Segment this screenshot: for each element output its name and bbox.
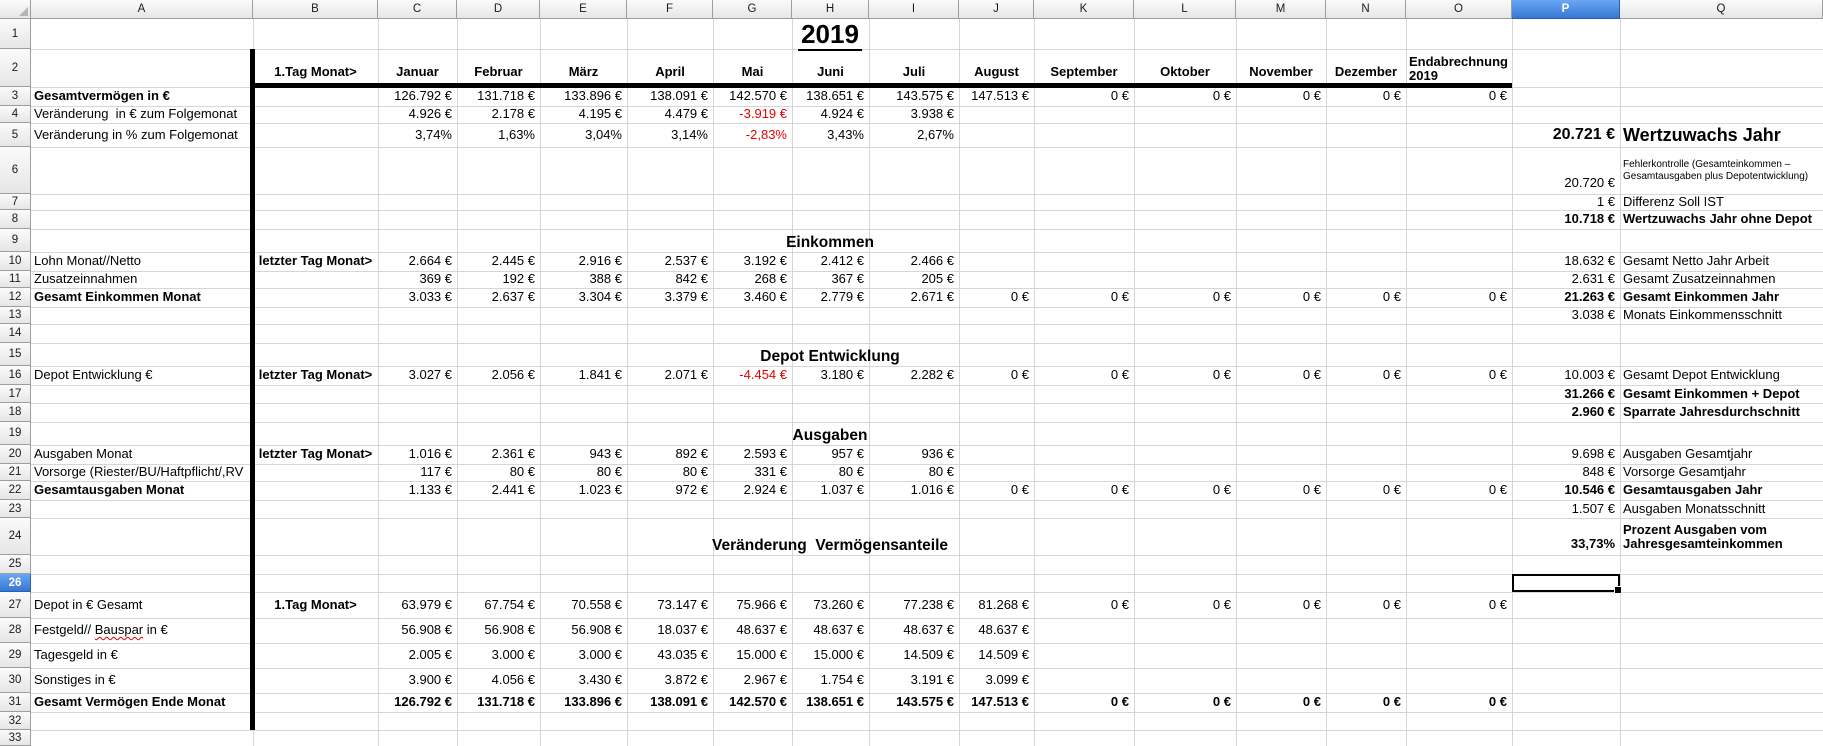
- cell-Q16[interactable]: Gesamt Depot Entwicklung: [1623, 367, 1780, 383]
- column-header-G[interactable]: G: [713, 0, 792, 19]
- cell-N2[interactable]: Dezember: [1334, 64, 1398, 80]
- cell-A29[interactable]: Tagesgeld in €: [34, 647, 118, 663]
- select-all-corner[interactable]: [0, 0, 31, 19]
- cell-O27[interactable]: 0 €: [1488, 596, 1507, 612]
- cell-H4[interactable]: 4.924 €: [820, 106, 864, 122]
- cell-M27[interactable]: 0 €: [1302, 596, 1321, 612]
- row-header-33[interactable]: 33: [0, 730, 31, 746]
- row-header-27[interactable]: 27: [0, 592, 31, 618]
- cell-A11[interactable]: Zusatzeinnahmen: [34, 271, 138, 287]
- cell-H3[interactable]: 138.651 €: [806, 88, 864, 104]
- cell-F20[interactable]: 892 €: [675, 446, 708, 462]
- cell-A20[interactable]: Ausgaben Monat: [34, 446, 133, 462]
- cell-A3[interactable]: Gesamtvermögen in €: [34, 88, 170, 104]
- cell-C22[interactable]: 1.133 €: [408, 482, 452, 498]
- cell-H10[interactable]: 2.412 €: [820, 253, 864, 269]
- column-header-H[interactable]: H: [792, 0, 869, 19]
- cell-D31[interactable]: 131.718 €: [477, 694, 535, 710]
- cell-A12[interactable]: Gesamt Einkommen Monat: [34, 289, 201, 305]
- cell-F31[interactable]: 138.091 €: [650, 694, 708, 710]
- cell-K31[interactable]: 0 €: [1110, 694, 1129, 710]
- cell-E21[interactable]: 80 €: [596, 464, 622, 480]
- cell-E20[interactable]: 943 €: [589, 446, 622, 462]
- cell-D27[interactable]: 67.754 €: [484, 596, 535, 612]
- cell-P16[interactable]: 10.003 €: [1564, 367, 1615, 383]
- cell-H28[interactable]: 48.637 €: [813, 622, 864, 638]
- cell-G30[interactable]: 2.967 €: [743, 672, 787, 688]
- cell-J31[interactable]: 147.513 €: [971, 694, 1029, 710]
- row-header-12[interactable]: 12: [0, 288, 31, 307]
- cell-F22[interactable]: 972 €: [675, 482, 708, 498]
- cell-Q20[interactable]: Ausgaben Gesamtjahr: [1623, 446, 1753, 462]
- row-header-20[interactable]: 20: [0, 445, 31, 464]
- cell-O3[interactable]: 0 €: [1488, 88, 1507, 104]
- cell-G2[interactable]: Mai: [741, 64, 764, 80]
- cell-P6[interactable]: 20.720 €: [1564, 175, 1615, 191]
- cell-C16[interactable]: 3.027 €: [408, 367, 452, 383]
- cell-D30[interactable]: 4.056 €: [491, 672, 535, 688]
- cell-G29[interactable]: 15.000 €: [736, 647, 787, 663]
- row-header-5[interactable]: 5: [0, 123, 31, 147]
- cell-C3[interactable]: 126.792 €: [394, 88, 452, 104]
- cell-E2[interactable]: März: [568, 64, 599, 80]
- cell-H20[interactable]: 957 €: [831, 446, 864, 462]
- cell-D22[interactable]: 2.441 €: [491, 482, 535, 498]
- cell-F11[interactable]: 842 €: [675, 271, 708, 287]
- cell-D4[interactable]: 2.178 €: [491, 106, 535, 122]
- column-header-L[interactable]: L: [1134, 0, 1236, 19]
- cell-D2[interactable]: Februar: [474, 64, 523, 80]
- cell-C5[interactable]: 3,74%: [415, 126, 452, 142]
- year-title: 2019: [798, 19, 862, 51]
- cell-B27[interactable]: 1.Tag Monat>: [274, 596, 357, 612]
- cell-G5[interactable]: -2,83%: [745, 126, 787, 142]
- cell-P18[interactable]: 2.960 €: [1571, 404, 1615, 420]
- cell-D16[interactable]: 2.056 €: [491, 367, 535, 383]
- cell-N3[interactable]: 0 €: [1382, 88, 1401, 104]
- cell-P22[interactable]: 10.546 €: [1564, 482, 1615, 498]
- cell-H2[interactable]: Juni: [817, 64, 844, 80]
- cell-F5[interactable]: 3,14%: [671, 126, 708, 142]
- column-header-O[interactable]: O: [1406, 0, 1512, 19]
- row-header-21[interactable]: 21: [0, 464, 31, 481]
- cell-G4[interactable]: -3.919 €: [739, 106, 787, 122]
- cell-I22[interactable]: 1.016 €: [910, 482, 954, 498]
- column-header-F[interactable]: F: [627, 0, 713, 19]
- cell-P7[interactable]: 1 €: [1596, 193, 1615, 209]
- row-header-17[interactable]: 17: [0, 385, 31, 403]
- column-header-I[interactable]: I: [869, 0, 959, 19]
- cell-H11[interactable]: 367 €: [831, 271, 864, 287]
- cell-K27[interactable]: 0 €: [1110, 596, 1129, 612]
- row-header-18[interactable]: 18: [0, 403, 31, 422]
- cell-A27[interactable]: Depot in € Gesamt: [34, 596, 143, 612]
- cell-C31[interactable]: 126.792 €: [394, 694, 452, 710]
- cell-cursor[interactable]: [1512, 574, 1620, 592]
- cell-L16[interactable]: 0 €: [1212, 367, 1231, 383]
- row-header-8[interactable]: 8: [0, 210, 31, 229]
- cell-N16[interactable]: 0 €: [1382, 367, 1401, 383]
- cell-L2[interactable]: Oktober: [1160, 64, 1210, 80]
- row-header-16[interactable]: 16: [0, 366, 31, 385]
- cell-E31[interactable]: 133.896 €: [564, 694, 622, 710]
- cell-F29[interactable]: 43.035 €: [657, 647, 708, 663]
- section-title-veraenderung-vermoegensanteile: Veränderung Vermögensanteile: [711, 537, 949, 554]
- cell-N31[interactable]: 0 €: [1382, 694, 1401, 710]
- cell-E5[interactable]: 3,04%: [585, 126, 622, 142]
- cell-E28[interactable]: 56.908 €: [571, 622, 622, 638]
- cell-L27[interactable]: 0 €: [1212, 596, 1231, 612]
- cell-O12[interactable]: 0 €: [1488, 289, 1507, 305]
- row-header-30[interactable]: 30: [0, 668, 31, 693]
- cell-I16[interactable]: 2.282 €: [910, 367, 954, 383]
- cell-H21[interactable]: 80 €: [838, 464, 864, 480]
- cell-K3[interactable]: 0 €: [1110, 88, 1129, 104]
- cell-J22[interactable]: 0 €: [1010, 482, 1029, 498]
- cell-P5[interactable]: 20.721 €: [1552, 126, 1615, 144]
- cell-Q6[interactable]: Fehlerkontrolle (Gesamteinkommen – Gesamtausgaben plus Depotentwicklung): [1623, 158, 1809, 182]
- cell-G10[interactable]: 3.192 €: [743, 253, 787, 269]
- section-title-einkommen: Einkommen: [786, 234, 874, 251]
- column-header-E[interactable]: E: [540, 0, 627, 19]
- cell-D10[interactable]: 2.445 €: [491, 253, 535, 269]
- cell-D12[interactable]: 2.637 €: [491, 289, 535, 305]
- cell-J28[interactable]: 48.637 €: [978, 622, 1029, 638]
- cell-A28[interactable]: Festgeld// Bauspar in €: [34, 622, 168, 638]
- cell-I31[interactable]: 143.575 €: [896, 694, 954, 710]
- cell-I3[interactable]: 143.575 €: [896, 88, 954, 104]
- cell-G3[interactable]: 142.570 €: [729, 88, 787, 104]
- column-header-B[interactable]: B: [253, 0, 378, 19]
- row-header-25[interactable]: 25: [0, 555, 31, 574]
- cell-H16[interactable]: 3.180 €: [820, 367, 864, 383]
- row-header-23[interactable]: 23: [0, 500, 31, 518]
- cell-C27[interactable]: 63.979 €: [401, 596, 452, 612]
- column-header-A[interactable]: A: [31, 0, 253, 19]
- cell-H29[interactable]: 15.000 €: [813, 647, 864, 663]
- cell-P11[interactable]: 2.631 €: [1571, 271, 1615, 287]
- cell-F16[interactable]: 2.071 €: [664, 367, 708, 383]
- cell-P13[interactable]: 3.038 €: [1571, 307, 1615, 323]
- cell-Q22[interactable]: Gesamtausgaben Jahr: [1623, 482, 1763, 498]
- row-header-15[interactable]: 15: [0, 343, 31, 366]
- cell-K16[interactable]: 0 €: [1110, 367, 1129, 383]
- cell-A5[interactable]: Veränderung in % zum Folgemonat: [34, 126, 238, 142]
- cell-H22[interactable]: 1.037 €: [820, 482, 864, 498]
- cell-O16[interactable]: 0 €: [1488, 367, 1507, 383]
- cell-E30[interactable]: 3.430 €: [578, 672, 622, 688]
- cell-Q21[interactable]: Vorsorge Gesamtjahr: [1623, 464, 1746, 480]
- cell-H27[interactable]: 73.260 €: [813, 596, 864, 612]
- cell-Q17[interactable]: Gesamt Einkommen + Depot: [1623, 385, 1800, 401]
- cell-C29[interactable]: 2.005 €: [408, 647, 452, 663]
- cell-M12[interactable]: 0 €: [1302, 289, 1321, 305]
- row-header-13[interactable]: 13: [0, 307, 31, 324]
- cell-I12[interactable]: 2.671 €: [910, 289, 954, 305]
- cell-G11[interactable]: 268 €: [754, 271, 787, 287]
- cell-N27[interactable]: 0 €: [1382, 596, 1401, 612]
- cell-G27[interactable]: 75.966 €: [736, 596, 787, 612]
- cell-L22[interactable]: 0 €: [1212, 482, 1231, 498]
- cell-F30[interactable]: 3.872 €: [664, 672, 708, 688]
- cell-I30[interactable]: 3.191 €: [910, 672, 954, 688]
- row-header-14[interactable]: 14: [0, 324, 31, 343]
- cell-I11[interactable]: 205 €: [921, 271, 954, 287]
- cell-D29[interactable]: 3.000 €: [491, 647, 535, 663]
- cell-E11[interactable]: 388 €: [589, 271, 622, 287]
- grid-line: [31, 343, 1823, 344]
- cell-E4[interactable]: 4.195 €: [578, 106, 622, 122]
- cell-C12[interactable]: 3.033 €: [408, 289, 452, 305]
- cell-A21[interactable]: Vorsorge (Riester/BU/Haftpflicht/,RV: [34, 464, 244, 480]
- cell-C11[interactable]: 369 €: [419, 271, 452, 287]
- cell-B20[interactable]: letzter Tag Monat>: [258, 446, 373, 462]
- cell-M16[interactable]: 0 €: [1302, 367, 1321, 383]
- cell-E12[interactable]: 3.304 €: [578, 289, 622, 305]
- column-header-C[interactable]: C: [378, 0, 457, 19]
- cell-I2[interactable]: Juli: [902, 64, 926, 80]
- cell-J3[interactable]: 147.513 €: [971, 88, 1029, 104]
- cell-P24[interactable]: 33,73%: [1570, 536, 1615, 552]
- cell-F28[interactable]: 18.037 €: [657, 622, 708, 638]
- row-header-10[interactable]: 10: [0, 252, 31, 271]
- cell-Q18[interactable]: Sparrate Jahresdurchschnitt: [1623, 404, 1801, 420]
- cell-B2[interactable]: 1.Tag Monat>: [274, 64, 357, 80]
- cell-F3[interactable]: 138.091 €: [650, 88, 708, 104]
- row-header-6[interactable]: 6: [0, 147, 31, 194]
- cell-C4[interactable]: 4.926 €: [408, 106, 452, 122]
- cell-I28[interactable]: 48.637 €: [903, 622, 954, 638]
- cell-E27[interactable]: 70.558 €: [571, 596, 622, 612]
- cell-D21[interactable]: 80 €: [509, 464, 535, 480]
- cell-Q12[interactable]: Gesamt Einkommen Jahr: [1623, 289, 1780, 305]
- cell-D28[interactable]: 56.908 €: [484, 622, 535, 638]
- grid-line: [31, 324, 1823, 325]
- cell-Q8[interactable]: Wertzuwachs Jahr ohne Depot: [1623, 211, 1813, 227]
- cell-Q11[interactable]: Gesamt Zusatzeinnahmen: [1623, 271, 1776, 287]
- cell-D5[interactable]: 1,63%: [498, 126, 535, 142]
- cell-I5[interactable]: 2,67%: [917, 126, 954, 142]
- cell-G20[interactable]: 2.593 €: [743, 446, 787, 462]
- thick-border-vertical: [250, 49, 255, 730]
- row-header-3[interactable]: 3: [0, 87, 31, 106]
- cell-G16[interactable]: -4.454 €: [739, 367, 787, 383]
- cell-A10[interactable]: Lohn Monat//Netto: [34, 253, 141, 269]
- cell-O2[interactable]: Endabrechnung 2019: [1409, 53, 1508, 84]
- cell-J16[interactable]: 0 €: [1010, 367, 1029, 383]
- cell-F27[interactable]: 73.147 €: [657, 596, 708, 612]
- cell-Q23[interactable]: Ausgaben Monatsschnitt: [1623, 500, 1766, 516]
- cell-H31[interactable]: 138.651 €: [806, 694, 864, 710]
- grid-line: [31, 712, 1823, 713]
- cell-A30[interactable]: Sonstiges in €: [34, 672, 116, 688]
- column-header-K[interactable]: K: [1034, 0, 1134, 19]
- cell-I10[interactable]: 2.466 €: [910, 253, 954, 269]
- cell-J29[interactable]: 14.509 €: [978, 647, 1029, 663]
- cell-Q5[interactable]: Wertzuwachs Jahr: [1623, 124, 1781, 145]
- cell-E29[interactable]: 3.000 €: [578, 647, 622, 663]
- cell-Q7[interactable]: Differenz Soll IST: [1623, 193, 1724, 209]
- cell-K2[interactable]: September: [1050, 64, 1118, 80]
- cell-N12[interactable]: 0 €: [1382, 289, 1401, 305]
- cell-Q24[interactable]: Prozent Ausgaben vom Jahresgesamteinkommen: [1623, 521, 1783, 552]
- cell-F10[interactable]: 2.537 €: [664, 253, 708, 269]
- section-title-ausgaben: Ausgaben: [792, 427, 868, 444]
- cell-H30[interactable]: 1.754 €: [820, 672, 864, 688]
- cell-M3[interactable]: 0 €: [1302, 88, 1321, 104]
- cell-E10[interactable]: 2.916 €: [578, 253, 622, 269]
- cell-P17[interactable]: 31.266 €: [1564, 385, 1615, 401]
- cell-P8[interactable]: 10.718 €: [1564, 211, 1615, 227]
- cell-J12[interactable]: 0 €: [1010, 289, 1029, 305]
- cell-H12[interactable]: 2.779 €: [820, 289, 864, 305]
- grid-line: [31, 229, 1823, 230]
- row-header-11[interactable]: 11: [0, 271, 31, 288]
- cell-P10[interactable]: 18.632 €: [1564, 253, 1615, 269]
- cell-J27[interactable]: 81.268 €: [978, 596, 1029, 612]
- cell-B16[interactable]: letzter Tag Monat>: [258, 367, 373, 383]
- column-header-P[interactable]: P: [1512, 0, 1620, 19]
- row-header-24[interactable]: 24: [0, 518, 31, 555]
- row-header-28[interactable]: 28: [0, 618, 31, 643]
- cell-J30[interactable]: 3.099 €: [985, 672, 1029, 688]
- row-header-1[interactable]: 1: [0, 19, 31, 49]
- row-header-4[interactable]: 4: [0, 106, 31, 123]
- cell-L31[interactable]: 0 €: [1212, 694, 1231, 710]
- thick-border-header: [250, 83, 1512, 88]
- cell-P21[interactable]: 848 €: [1582, 464, 1615, 480]
- cell-E16[interactable]: 1.841 €: [578, 367, 622, 383]
- cell-O22[interactable]: 0 €: [1488, 482, 1507, 498]
- cell-P20[interactable]: 9.698 €: [1571, 446, 1615, 462]
- cell-I4[interactable]: 3.938 €: [910, 106, 954, 122]
- cell-Q10[interactable]: Gesamt Netto Jahr Arbeit: [1623, 253, 1769, 269]
- cell-D20[interactable]: 2.361 €: [491, 446, 535, 462]
- cell-B10[interactable]: letzter Tag Monat>: [258, 253, 373, 269]
- cell-K12[interactable]: 0 €: [1110, 289, 1129, 305]
- grid-line: [31, 422, 1823, 423]
- spellcheck-underline: Bauspar: [94, 622, 144, 638]
- row-header-31[interactable]: 31: [0, 693, 31, 712]
- cell-P12[interactable]: 21.263 €: [1564, 289, 1615, 305]
- cell-C20[interactable]: 1.016 €: [408, 446, 452, 462]
- cell-F12[interactable]: 3.379 €: [664, 289, 708, 305]
- cell-M31[interactable]: 0 €: [1302, 694, 1321, 710]
- cell-C2[interactable]: Januar: [396, 64, 439, 80]
- column-header-M[interactable]: M: [1236, 0, 1326, 19]
- cell-A4[interactable]: Veränderung in € zum Folgemonat: [34, 106, 238, 122]
- column-header-N[interactable]: N: [1326, 0, 1406, 19]
- cell-A16[interactable]: Depot Entwicklung €: [34, 367, 153, 383]
- cell-I29[interactable]: 14.509 €: [903, 647, 954, 663]
- cell-G31[interactable]: 142.570 €: [729, 694, 787, 710]
- cell-E22[interactable]: 1.023 €: [578, 482, 622, 498]
- cell-N22[interactable]: 0 €: [1382, 482, 1401, 498]
- row-header-22[interactable]: 22: [0, 481, 31, 500]
- cell-C10[interactable]: 2.664 €: [408, 253, 452, 269]
- cell-C30[interactable]: 3.900 €: [408, 672, 452, 688]
- section-title-depot-entwicklung: Depot Entwicklung: [760, 348, 900, 365]
- cell-I20[interactable]: 936 €: [921, 446, 954, 462]
- row-header-2[interactable]: 2: [0, 49, 31, 87]
- cell-L12[interactable]: 0 €: [1212, 289, 1231, 305]
- row-header-26[interactable]: 26: [0, 574, 31, 592]
- cell-G22[interactable]: 2.924 €: [743, 482, 787, 498]
- cell-C28[interactable]: 56.908 €: [401, 622, 452, 638]
- cell-M22[interactable]: 0 €: [1302, 482, 1321, 498]
- cell-I21[interactable]: 80 €: [928, 464, 954, 480]
- cell-F21[interactable]: 80 €: [682, 464, 708, 480]
- cell-G12[interactable]: 3.460 €: [743, 289, 787, 305]
- cell-I27[interactable]: 77.238 €: [903, 596, 954, 612]
- cell-L3[interactable]: 0 €: [1212, 88, 1231, 104]
- row-header-32[interactable]: 32: [0, 712, 31, 730]
- column-header-Q[interactable]: Q: [1620, 0, 1823, 19]
- cell-O31[interactable]: 0 €: [1488, 694, 1507, 710]
- row-header-9[interactable]: 9: [0, 229, 31, 252]
- cell-J2[interactable]: August: [974, 64, 1019, 80]
- cell-C21[interactable]: 117 €: [420, 464, 452, 480]
- cell-F4[interactable]: 4.479 €: [664, 106, 708, 122]
- cell-M2[interactable]: November: [1249, 64, 1313, 80]
- row-header-7[interactable]: 7: [0, 194, 31, 210]
- cell-G21[interactable]: 331 €: [754, 464, 787, 480]
- cell-G28[interactable]: 48.637 €: [736, 622, 787, 638]
- grid-line: [31, 730, 1823, 731]
- fill-handle[interactable]: [1614, 586, 1622, 594]
- column-header-J[interactable]: J: [959, 0, 1034, 19]
- cell-A31[interactable]: Gesamt Vermögen Ende Monat: [34, 694, 226, 710]
- column-header-D[interactable]: D: [457, 0, 540, 19]
- row-header-29[interactable]: 29: [0, 643, 31, 668]
- cell-D3[interactable]: 131.718 €: [477, 88, 535, 104]
- cell-F2[interactable]: April: [655, 64, 685, 80]
- cell-Q13[interactable]: Monats Einkommensschnitt: [1623, 307, 1782, 323]
- cell-K22[interactable]: 0 €: [1110, 482, 1129, 498]
- row-header-19[interactable]: 19: [0, 422, 31, 445]
- cell-E3[interactable]: 133.896 €: [564, 88, 622, 104]
- cell-H5[interactable]: 3,43%: [827, 126, 864, 142]
- cell-P23[interactable]: 1.507 €: [1571, 500, 1615, 516]
- cell-D11[interactable]: 192 €: [502, 271, 535, 287]
- cell-A22[interactable]: Gesamtausgaben Monat: [34, 482, 185, 498]
